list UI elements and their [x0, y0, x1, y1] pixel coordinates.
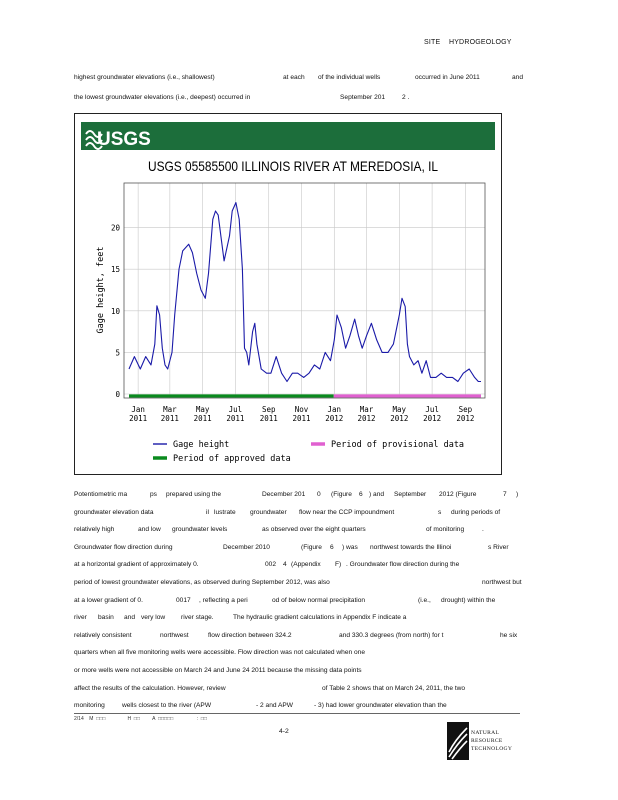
text-segment: Groundwater flow direction during — [74, 543, 173, 551]
text-segment: and — [124, 614, 136, 622]
text-segment: ) — [516, 491, 519, 498]
text-segment: flow near the CCP impoundment — [299, 508, 395, 516]
text-segment: quarters when all five monitoring wells were accessible. Flow direction was not calculated when one — [74, 649, 366, 657]
x-tick-year: 2011 — [259, 414, 278, 423]
footer-left-text: 2/14 M □□□ H □□ A □□□□□ : □□ — [74, 716, 207, 722]
text-segment: drought) within the — [441, 596, 496, 604]
y-axis-label: Gage height, feet — [96, 246, 106, 334]
gage-height-line — [129, 203, 481, 382]
text-segment: of Table 2 shows that on March 24, 2011, the two — [322, 684, 466, 692]
intro-text-segment: September 201 — [340, 94, 386, 101]
page-number: 4-2 — [279, 728, 289, 735]
plot-frame — [124, 183, 485, 398]
x-tick-month: May — [195, 405, 210, 414]
text-segment: of monitoring — [426, 526, 465, 534]
logo-line-1: NATURAL — [471, 730, 500, 736]
text-segment: 0017 — [176, 596, 191, 604]
text-segment: relatively consistent — [74, 631, 132, 639]
x-tick-month: Jan — [131, 405, 145, 414]
x-tick-year: 2012 — [390, 414, 409, 423]
text-segment: September — [394, 491, 427, 498]
y-tick-label: 5 — [115, 348, 120, 358]
text-segment: northwest but — [482, 579, 522, 586]
text-segment: river — [74, 614, 87, 622]
text-segment: affect the results of the calculation. However, review — [74, 684, 226, 692]
usgs-hydrograph-figure — [74, 113, 502, 475]
y-tick-label: 15 — [110, 265, 120, 275]
text-segment: 6 — [359, 491, 363, 498]
text-segment: 002 — [265, 561, 277, 569]
text-segment: 2012 (Figure — [439, 491, 477, 498]
legend-approved-label: Period of approved data — [173, 454, 291, 464]
text-segment: 7 — [503, 491, 507, 498]
x-tick-month: Sep — [458, 405, 473, 414]
y-tick-label: 20 — [110, 223, 120, 233]
x-tick-month: Nov — [294, 405, 309, 414]
text-segment: flow direction between 324.2 — [208, 631, 292, 639]
text-segment: The hydraulic gradient calculations in Appendix F indicate a — [233, 614, 407, 622]
x-tick-year: 2012 — [325, 414, 344, 423]
text-segment: F) — [335, 561, 342, 569]
text-segment: groundwater elevation data — [74, 508, 154, 516]
text-segment: northwest — [160, 631, 189, 639]
y-tick-label: 0 — [115, 390, 120, 399]
text-segment: 6 — [330, 543, 334, 551]
text-segment: groundwater — [250, 508, 287, 516]
x-tick-month: May — [392, 405, 407, 414]
text-segment: period of lowest groundwater elevations, as observed during September 2012, was also — [74, 579, 330, 586]
x-tick-labels — [129, 405, 474, 423]
text-segment: or more wells were not accessible on March 24 and June 24 2011 because the missing data points — [74, 667, 362, 674]
x-tick-month: Jul — [228, 405, 243, 414]
hydrograph-chart — [75, 114, 501, 474]
text-segment: - 2 and APW — [256, 702, 294, 710]
text-segment: basin — [98, 614, 114, 622]
text-segment: at a horizontal gradient of approximately 0. — [74, 561, 199, 569]
x-tick-year: 2012 — [456, 414, 475, 423]
text-segment: and 330.3 degrees (from north) for t — [339, 631, 444, 639]
natural-resource-technology-logo — [447, 720, 537, 764]
intro-text-segment: occurred in June 2011 — [415, 74, 480, 81]
text-segment: , reflecting a peri — [199, 596, 248, 604]
text-segment: he six — [500, 631, 518, 639]
intro-text-segment: highest groundwater elevations (i.e., shallowest) — [74, 74, 215, 81]
x-tick-month: Jul — [425, 405, 439, 414]
intro-text-segment: the lowest groundwater elevations (i.e., deepest) occurred in — [74, 94, 251, 101]
text-segment: prepared using the — [166, 491, 221, 498]
text-segment: (i.e., — [418, 596, 431, 604]
x-tick-year: 2011 — [160, 414, 179, 423]
x-tick-month: Sep — [261, 405, 276, 414]
text-segment: December 201 — [262, 491, 306, 498]
logo-line-3: TECHNOLOGY — [471, 746, 513, 752]
text-segment: . — [482, 526, 484, 534]
text-segment: ps — [150, 491, 157, 498]
logo-line-2: RESOURCE — [471, 738, 503, 744]
text-segment: relatively high — [74, 526, 115, 534]
legend-provisional-label: Period of provisional data — [331, 440, 465, 450]
intro-text-segment: and — [512, 74, 524, 81]
text-segment: at a lower gradient of 0. — [74, 596, 143, 604]
legend-gage-label: Gage height — [173, 440, 230, 450]
x-tick-year: 2011 — [129, 414, 148, 423]
text-segment: as observed over the eight quarters — [262, 526, 366, 534]
text-segment: river stage. — [181, 614, 214, 622]
x-tick-month: Mar — [359, 405, 374, 414]
x-tick-year: 2012 — [423, 414, 442, 423]
text-segment: during periods of — [451, 508, 501, 516]
text-segment: 0 — [317, 491, 321, 498]
text-segment: Potentiometric ma — [74, 491, 128, 498]
y-tick-label: 10 — [110, 306, 120, 316]
text-segment: very low — [141, 614, 166, 622]
text-segment: s River — [488, 543, 509, 551]
x-tick-year: 2012 — [357, 414, 376, 423]
intro-text-segment: of the individual wells — [318, 74, 381, 81]
text-segment: (Figure — [331, 491, 352, 498]
x-tick-year: 2011 — [292, 414, 311, 423]
text-segment: groundwater levels — [172, 526, 228, 534]
text-segment: ) and — [369, 491, 385, 498]
x-tick-year: 2011 — [226, 414, 245, 423]
x-tick-year: 2011 — [193, 414, 212, 423]
text-segment: (Figure — [301, 543, 322, 551]
text-segment: ) was — [342, 543, 358, 551]
gage-height-series — [129, 203, 481, 382]
x-tick-month: Mar — [163, 405, 177, 414]
text-segment: wells closest to the river (APW — [122, 702, 212, 710]
text-segment: . Groundwater flow direction during the — [346, 561, 460, 569]
intro-text-segment: at each — [283, 74, 305, 81]
chart-title: USGS 05585500 ILLINOIS RIVER AT MEREDOSIA, IL — [148, 158, 439, 174]
x-tick-month: Jan — [327, 405, 342, 414]
text-segment: December 2010 — [223, 543, 270, 551]
text-segment: northwest towards the Illinoi — [370, 543, 452, 551]
text-segment: monitoring — [74, 702, 105, 710]
text-segment: (Appendix — [291, 561, 321, 569]
text-segment: s — [438, 508, 442, 516]
chart-grid — [124, 183, 485, 398]
text-segment: and low — [138, 526, 161, 534]
usgs-brand: USGS — [97, 129, 151, 150]
footer-rule — [74, 713, 520, 714]
nrt-logo-icon — [447, 722, 469, 760]
y-tick-labels — [111, 224, 121, 399]
text-segment: lustrate — [214, 508, 236, 516]
text-segment: il — [206, 508, 209, 516]
text-segment: - 3) had lower groundwater elevation than the — [314, 702, 447, 710]
section-header: SITE HYDROGEOLOGY — [424, 39, 512, 46]
text-segment: od of below normal precipitation — [272, 596, 366, 604]
intro-text-segment: 2 . — [402, 94, 410, 101]
text-segment: 4 — [283, 561, 287, 569]
